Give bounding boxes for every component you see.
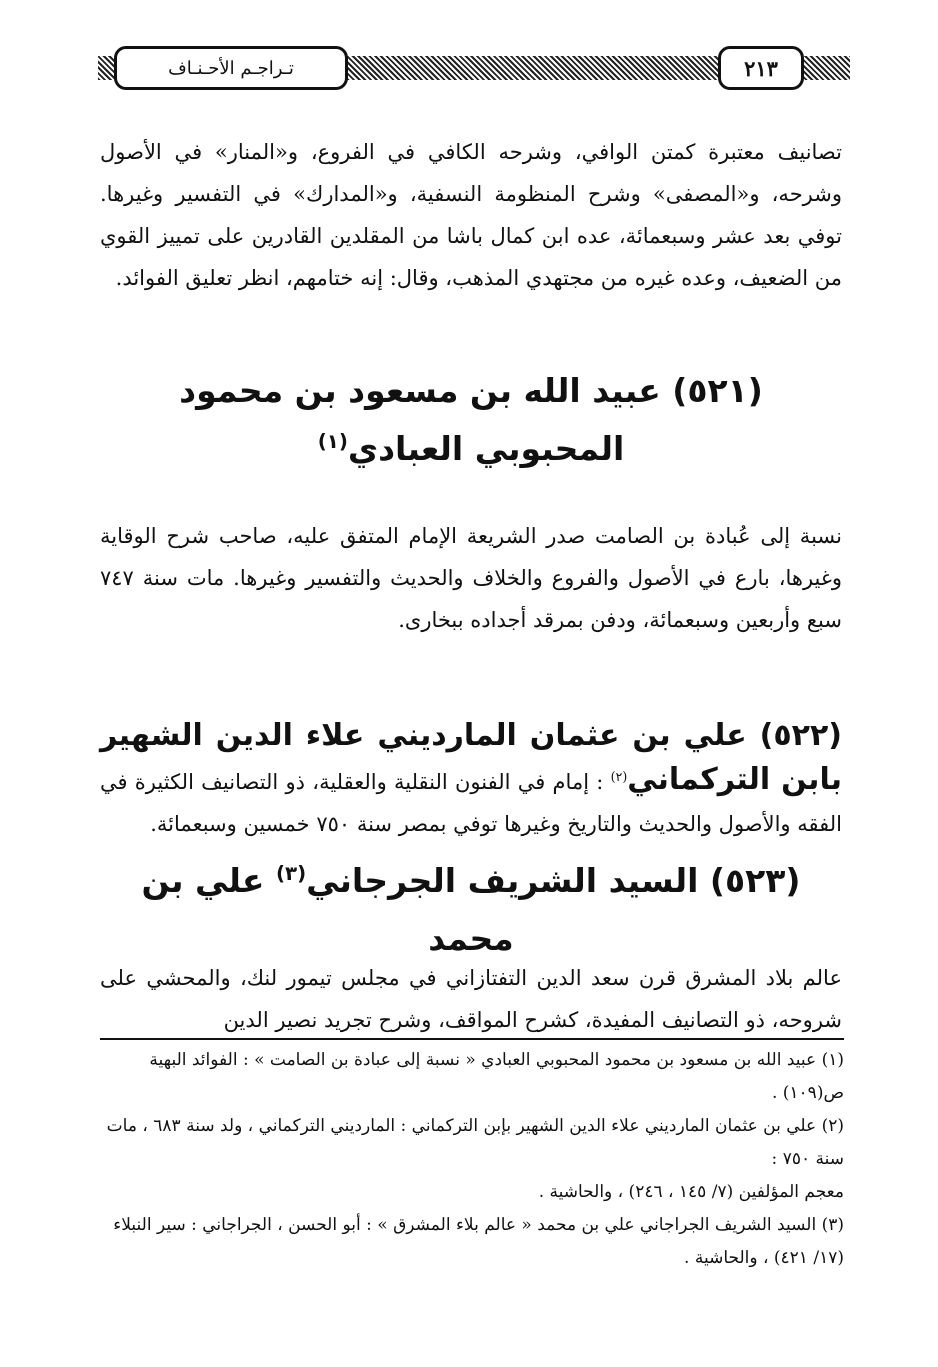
- entry-523-title: (٥٢٣) السيد الشريف الجرجاني: [306, 861, 801, 900]
- footnote-divider: [100, 1038, 844, 1040]
- footnote-3: (٣) السيد الشريف الجراجاني علي بن محمد « عالم بلاء المشرق » : أبو الحسن ، الجراجاني : سير النبلاء (١٧/ ٤٢١) ، والحاشية .: [113, 1215, 844, 1268]
- entry-521-heading: [100, 362, 842, 478]
- header-title: تـراجـم الأحـنـاف: [114, 46, 348, 90]
- footnote-1: (١) عبيد الله بن مسعود بن محمود المحبوبي العبادي « نسبة إلى عبادة بن الصامت » : الفوائد البهية ص(١٠٩) .: [149, 1050, 844, 1103]
- footnote-ref-3: (٣): [275, 862, 307, 885]
- running-header: [98, 42, 850, 94]
- entry-522-text: : إمام في الفنون النقلية والعقلية، ذو التصانيف الكثيرة في الفقه والأصول والحديث والتاريخ وغيرها توفي بمصر سنة ٧٥٠ خمسين وسبعمائة.: [100, 770, 842, 836]
- footnote-ref-2: (٢): [610, 769, 628, 784]
- footnote-ref-1: (١): [317, 430, 348, 453]
- entry-521-text: نسبة إلى عُبادة بن الصامت صدر الشريعة الإمام المتفق عليه، صاحب شرح الوقاية وغيرها، بارع في الأصول والفروع والخلاف والحديث والتفسير وغيرها. مات سنة ٧٤٧ سبع وأربعين وسبعمائة، ودفن بمرقد أجداده ببخارى.: [100, 524, 842, 632]
- page-number: ٢١٣: [718, 46, 804, 90]
- entry-523-heading: [100, 852, 842, 968]
- entry-523-text: عالم بلاد المشرق قرن سعد الدين التفتازاني في مجلس تيمور لنك، والمحشي على شروحه، ذو التصانيف المفيدة، كشرح المواقف، وشرح تجريد نصير الدين: [100, 966, 842, 1032]
- intro-paragraph: تصانيف معتبرة كمتن الوافي، وشرحه الكافي في الفروع، و«المنار» في الأصول وشرحه، و«المصفى» وشرح المنظومة النسفية، و«المدارك» في التفسير وغيرها. توفي بعد عشر وسبعمائة، عده ابن كمال باشا من المقلدين القادرين على تمييز القوي من الضعيف، وعده غيره من مجتهدي المذهب، وقال: إنه ختامهم، انظر تعليق الفوائد.: [100, 140, 842, 290]
- footnote-2-continued: معجم المؤلفين (٧/ ١٤٥ ، ٢٤٦) ، والحاشية .: [538, 1182, 844, 1202]
- entry-523-title-rest: علي بن محمد: [141, 861, 514, 958]
- entry-522-paragraph: [100, 715, 842, 845]
- footnote-2: (٢) علي بن عثمان المارديني علاء الدين الشهير بإبن التركماني : المارديني التركماني ، ولد سنة ٦٨٣ ، مات سنة ٧٥٠ :: [106, 1116, 844, 1169]
- entry-522-heading: (٥٢٢) علي بن عثمان المارديني علاء الدين الشهير بابن التركماني: [100, 718, 842, 797]
- footnotes: [100, 1044, 844, 1275]
- entry-521-title: (٥٢١) عبيد الله بن مسعود بن محمود المحبوبي العبادي: [179, 371, 763, 468]
